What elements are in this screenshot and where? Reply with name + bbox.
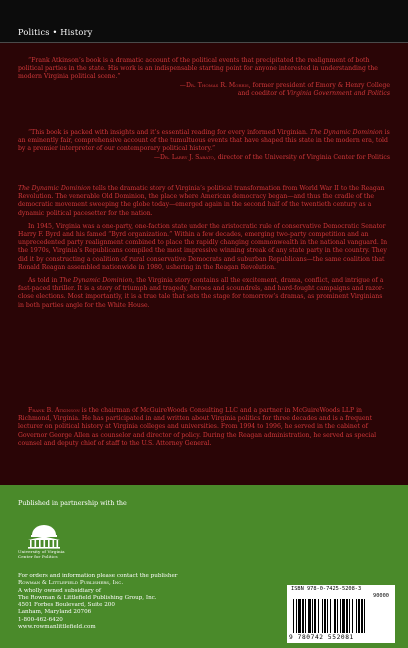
endorsement-quote-1 bbox=[18, 57, 390, 98]
category-label: Politics • History bbox=[18, 27, 93, 37]
quote-1-author: Dr. Thomas R. Morris bbox=[185, 81, 249, 89]
quote-1-attribution-line2 bbox=[18, 90, 390, 98]
quote-2-author: Dr. Larry J. Sabato bbox=[159, 153, 214, 161]
quote-2-part-a: “This book is packed with insights and it’s essential reading for every informed Virginian. bbox=[28, 129, 310, 136]
subsidiary-line: A wholly owned subsidiary of bbox=[18, 587, 101, 594]
barcode-bars bbox=[293, 599, 389, 635]
quote-2-author-role: , director of the University of Virginia Center for Politics bbox=[213, 153, 390, 161]
dash: — bbox=[153, 153, 160, 161]
book-description bbox=[18, 185, 390, 310]
logo-text bbox=[18, 549, 78, 559]
price-code: 90000 bbox=[373, 593, 389, 599]
top-bar bbox=[0, 0, 408, 44]
description-p1-text: tells the dramatic story of Virginia’s political transformation from World War II to the Reagan Revolution. The venerable Old Dominion, the place where American democracy began—and thus the cradle of the democratic movement sweeping the globe today—emerged again in the second half of the twentieth century as a dynamic political pacesetter for the nation. bbox=[18, 185, 385, 217]
quote-1-text: “Frank Atkinson’s book is a dramatic account of the political events that precipitated the realignment of both political parties in the state. His work is an indispensable starting point for anyone interested in understanding the modern Virginia political scene.” bbox=[18, 57, 378, 81]
address-city: Lanham, Maryland 20706 bbox=[18, 609, 92, 616]
back-cover-text-panel bbox=[0, 43, 408, 485]
partnership-label: Published in partnership with the bbox=[18, 499, 127, 507]
quote-1-author-role: , former president of Emory & Henry College bbox=[248, 81, 390, 89]
parent-company: The Rowman & Littlefield Publishing Group, Inc. bbox=[18, 594, 157, 601]
publisher-contact bbox=[18, 573, 238, 631]
phone-number: 1-800-462-6420 bbox=[18, 616, 63, 623]
author-bio-body: is the chairman of McGuireWoods Consulting LLC and a partner in McGuireWoods LLP in Richmond, Virginia. He has participated in and written about Virginia politics for three decades and is a frequent lecturer on political history at Virginia colleges and universities. From 1994 to 1996, he served in the cabinet of Governor George Allen as counselor and director of policy. During the Reagan administration, he served as special counsel and deputy chief of staff to the U.S. Attorney General. bbox=[18, 407, 377, 447]
description-paragraph-2: In 1945, Virginia was a one-party, one-faction state under the aristocratic rule of conservative Democratic Senator Harry F. Byrd and his famed “Byrd organization.” Within a few decades, emerging two-party competition and an unprecedented party realignment combined to place the rapidly changing commonwealth in the national vanguard. In the 1970s, Virginia’s Republicans compiled the most impressive winning streak of any state party in the country. They did it by constructing a coalition of rural conservative Democrats and suburban Republicans—the same coalition that Ronald Reagan assembled nationwide in 1980, ushering in the Reagan Revolution. bbox=[18, 222, 388, 271]
barcode-digits: 9 780742 552081 bbox=[289, 634, 354, 641]
publisher-name: Rowman & Littlefield Publishers, Inc. bbox=[18, 580, 124, 587]
isbn-barcode bbox=[287, 585, 395, 643]
logo-line-1: University of Virginia bbox=[18, 549, 65, 554]
address-street: 4501 Forbes Boulevard, Suite 200 bbox=[18, 602, 115, 609]
logo-line-2: Center for Politics bbox=[18, 554, 58, 560]
description-paragraph-3 bbox=[18, 277, 390, 310]
dash: — bbox=[179, 81, 186, 89]
author-bio bbox=[18, 407, 390, 448]
description-book-title: The Dynamic Dominion bbox=[18, 185, 91, 192]
endorsement-quote-2 bbox=[18, 129, 390, 162]
quote-1-book-title: Virginia Government and Politics bbox=[286, 89, 390, 97]
isbn-text: ISBN 978-0-7425-5208-3 bbox=[291, 586, 362, 592]
description-p3-b: , the Virginia story contains all the excitement, drama, conflict, and intrigue of a fast-paced thriller. It is a story of triumph and tragedy, heroes and scoundrels, and hard-fought campaigns and razor-close elections. Most importantly, it is a true tale that sets the stage for tomorrow’s dramas, as prominent Virginians in both parties angle for the White House. bbox=[18, 277, 384, 309]
author-bio-text bbox=[18, 407, 390, 448]
description-p3-a: As told in bbox=[28, 277, 60, 285]
uva-center-for-politics-logo bbox=[18, 521, 68, 565]
website: www.rowmanlittlefield.com bbox=[18, 624, 96, 631]
contact-intro: For orders and information please contact the publisher bbox=[18, 573, 178, 579]
quote-2-title: The Dynamic Dominion bbox=[309, 129, 383, 136]
quote-2-attribution bbox=[18, 154, 390, 162]
quote-1-role-cont: and coeditor of bbox=[237, 89, 287, 97]
description-paragraph-1 bbox=[18, 185, 390, 218]
author-name: Frank B. Atkinson bbox=[28, 407, 80, 414]
quote-1-attribution bbox=[18, 82, 390, 90]
publisher-panel bbox=[0, 485, 408, 648]
quote-2-part-b: is an eminently fair, comprehensive account of the tumultuous events that have shaped this state in the modern era, told by a premier interpreter of our contemporary political history.” bbox=[18, 129, 390, 153]
quote-2-text bbox=[18, 129, 390, 154]
rotunda-icon bbox=[24, 521, 64, 549]
description-p3-title: The Dynamic Dominion bbox=[59, 277, 133, 285]
